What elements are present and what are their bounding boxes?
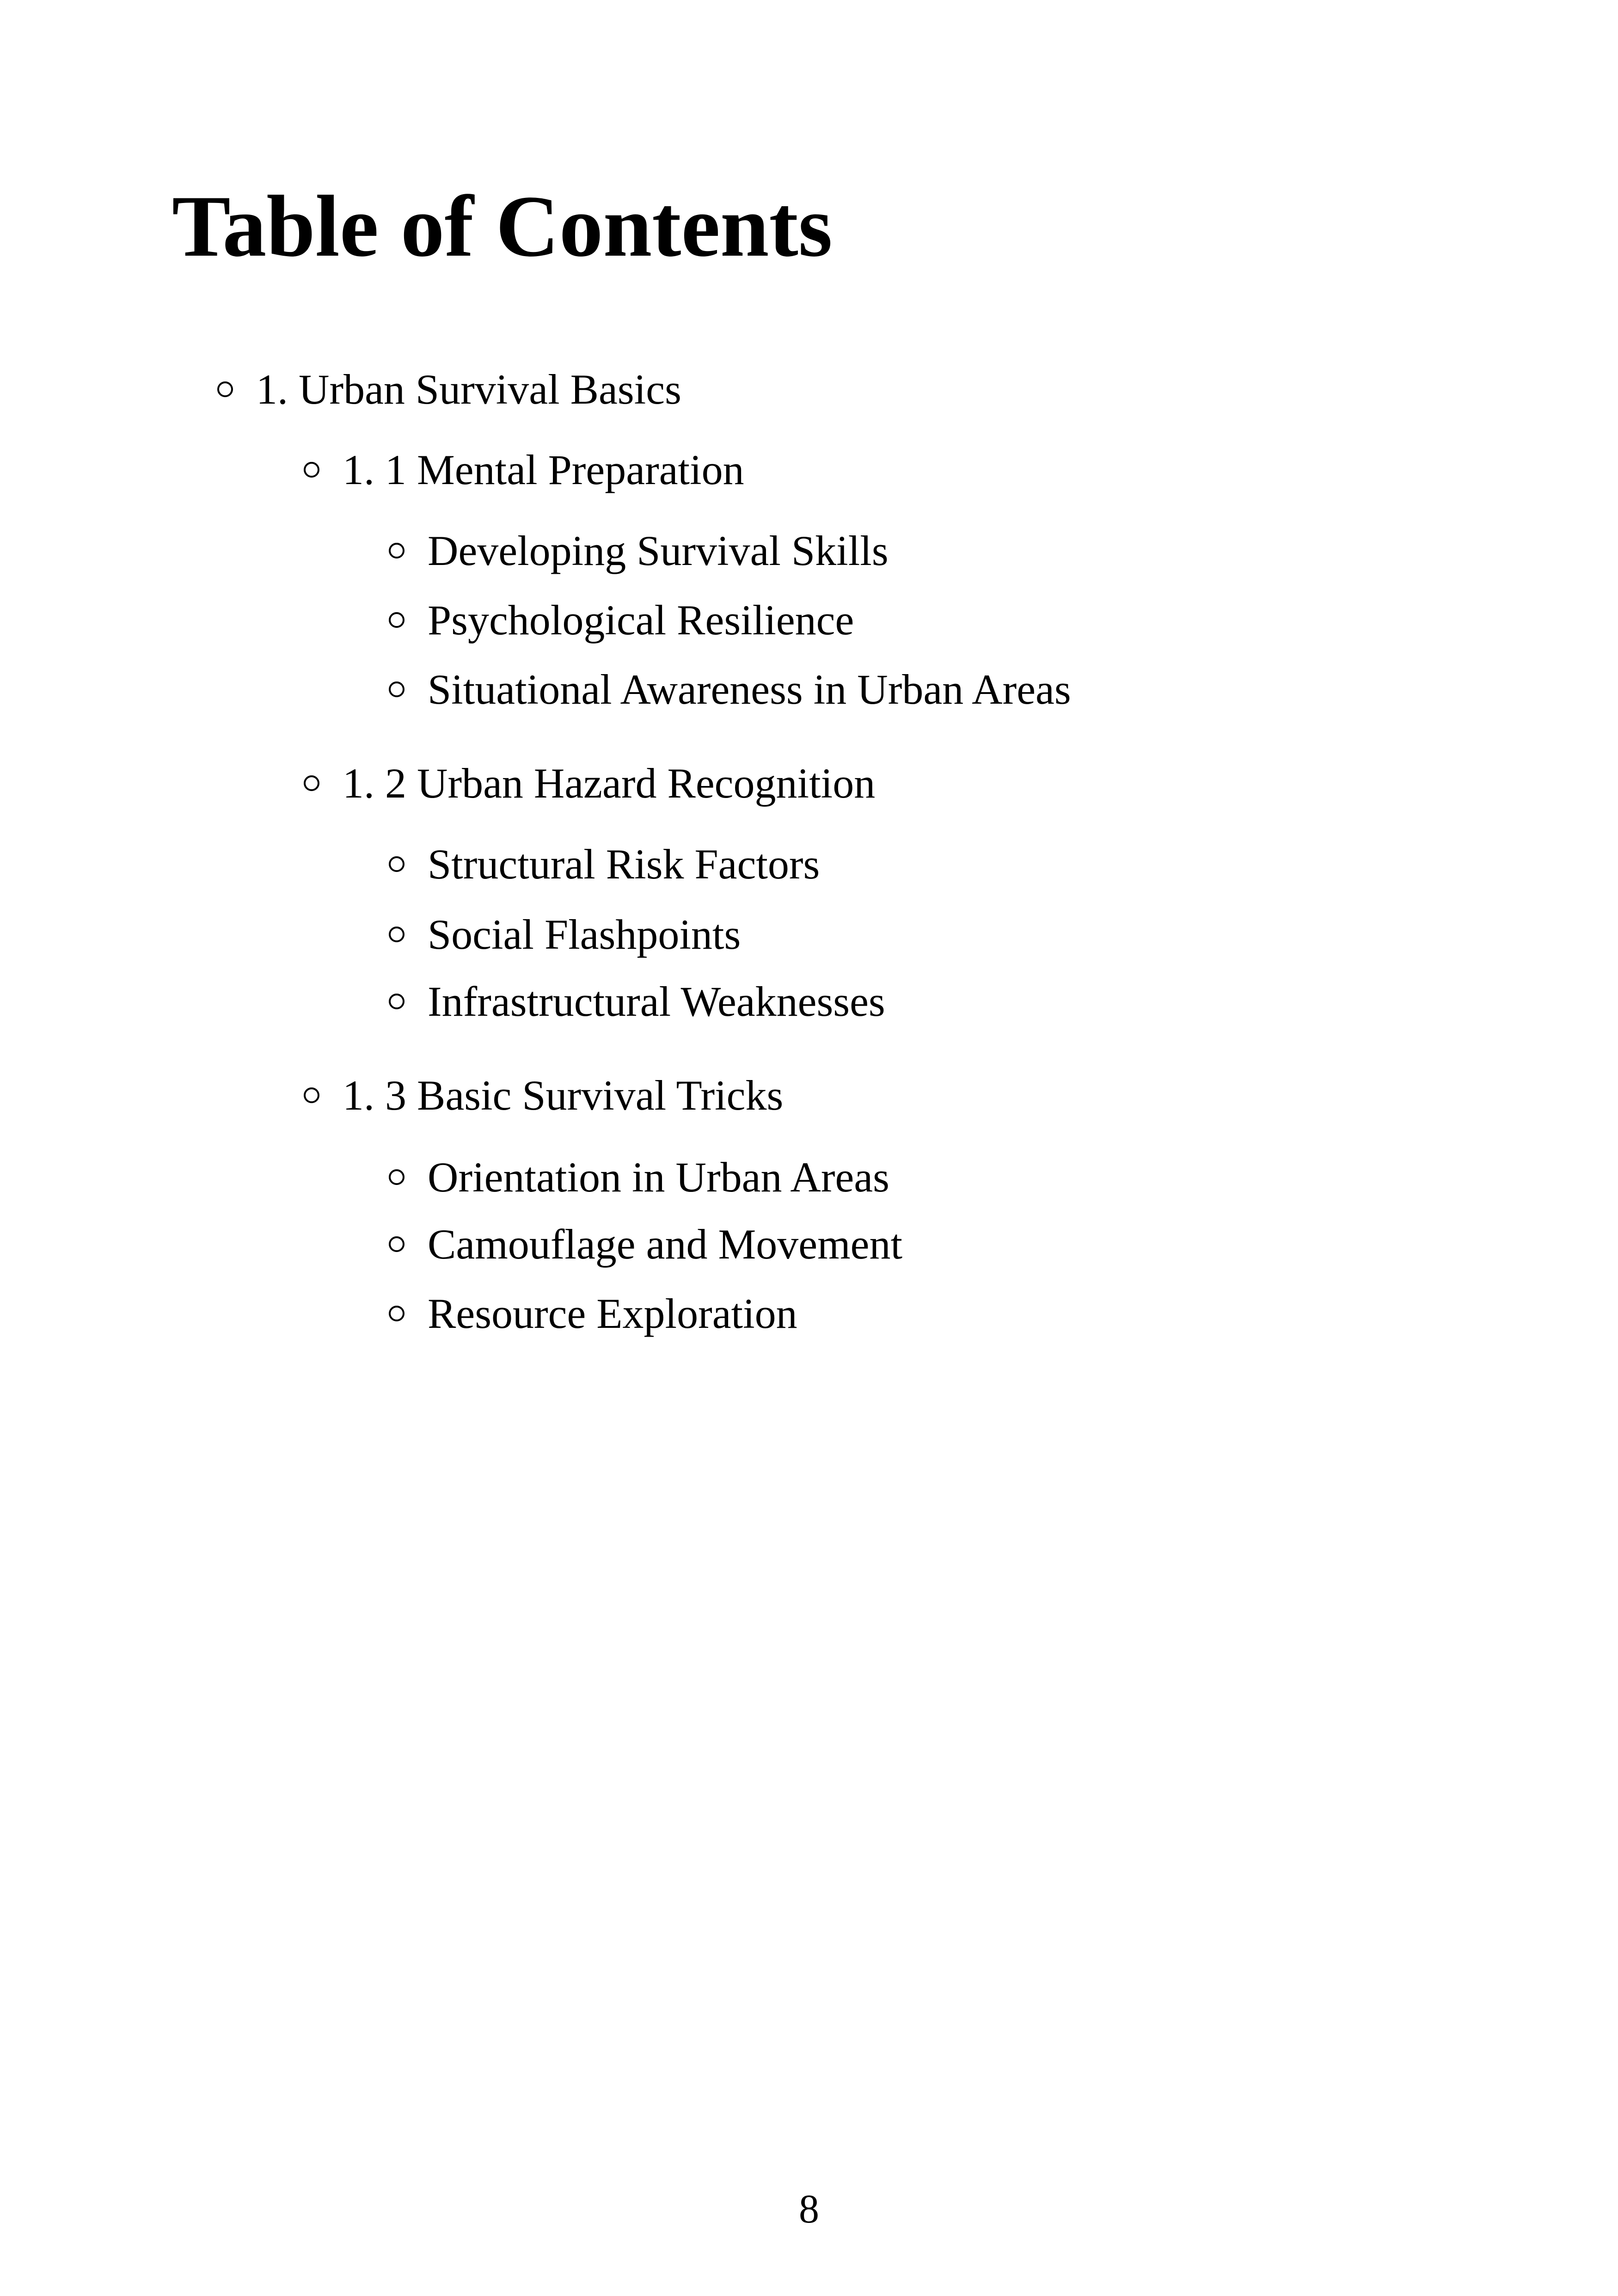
hollow-circle-icon xyxy=(304,775,319,791)
hollow-circle-icon xyxy=(389,1169,404,1185)
toc-entry-label: Developing Survival Skills xyxy=(428,527,889,574)
hollow-circle-icon xyxy=(304,1087,319,1103)
toc-entry-label: 1. 1 Mental Preparation xyxy=(343,446,744,493)
hollow-circle-icon xyxy=(304,462,319,478)
toc-entry-label: Orientation in Urban Areas xyxy=(428,1154,889,1201)
toc-section-1-1[interactable] xyxy=(304,448,744,491)
toc-entry-label: Situational Awareness in Urban Areas xyxy=(428,666,1071,713)
toc-entry-label: Structural Risk Factors xyxy=(428,841,820,888)
toc-entry-label: Resource Exploration xyxy=(428,1290,797,1337)
hollow-circle-icon xyxy=(389,543,404,559)
hollow-circle-icon xyxy=(389,612,404,628)
hollow-circle-icon xyxy=(389,681,404,697)
toc-entry-label: Camouflage and Movement xyxy=(428,1221,903,1268)
toc-entry-label: 1. Urban Survival Basics xyxy=(256,366,681,413)
toc-section-1-2[interactable] xyxy=(304,760,876,807)
toc-item[interactable] xyxy=(389,529,889,572)
toc-item[interactable] xyxy=(389,841,820,888)
toc-entry-label: 1. 2 Urban Hazard Recognition xyxy=(343,760,876,807)
toc-entry-label: Social Flashpoints xyxy=(428,911,741,958)
toc-entry-label: Psychological Resilience xyxy=(428,596,854,644)
toc-item[interactable] xyxy=(389,1154,889,1201)
toc-item[interactable] xyxy=(389,596,854,644)
toc-item[interactable] xyxy=(389,1292,797,1335)
hollow-circle-icon xyxy=(217,381,233,397)
hollow-circle-icon xyxy=(389,1236,404,1252)
toc-entry-label: Infrastructural Weaknesses xyxy=(428,978,885,1025)
hollow-circle-icon xyxy=(389,1306,404,1321)
hollow-circle-icon xyxy=(389,927,404,942)
page-number: 8 xyxy=(799,2187,819,2232)
toc-item[interactable] xyxy=(389,1221,903,1268)
toc-section-1-3[interactable] xyxy=(304,1074,783,1117)
hollow-circle-icon xyxy=(389,856,404,872)
page-title: Table of Contents xyxy=(172,178,833,275)
toc-item[interactable] xyxy=(389,913,741,956)
toc-item[interactable] xyxy=(389,980,885,1023)
hollow-circle-icon xyxy=(389,994,404,1009)
toc-chapter-1[interactable] xyxy=(217,368,681,411)
toc-item[interactable] xyxy=(389,668,1071,711)
toc-entry-label: 1. 3 Basic Survival Tricks xyxy=(343,1072,784,1119)
